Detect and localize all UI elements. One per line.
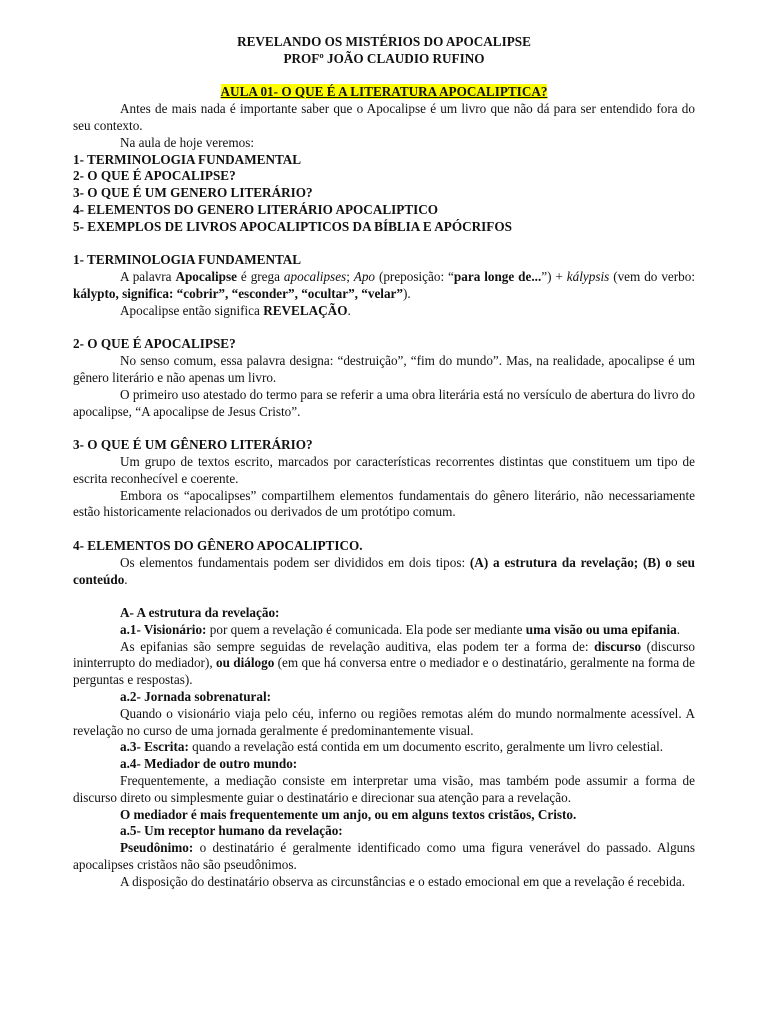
text-run: (em que há conversa entre o mediador e o destinatário, geralmente na forma de perguntas e respostas). — [73, 655, 695, 688]
text-run: A palavra — [120, 269, 176, 285]
item-a3 — [73, 739, 695, 756]
section-1-heading: 1- TERMINOLOGIA FUNDAMENTAL — [73, 252, 302, 268]
section-4-paragraph — [73, 555, 695, 589]
document-author: PROFº JOÃO CLAUDIO RUFINO — [283, 50, 485, 66]
bold-run: uma visão ou uma epifania — [525, 621, 677, 637]
term-revelacao: REVELAÇÃO — [263, 302, 348, 318]
section-2-heading: 2- O QUE É APOCALIPSE? — [73, 336, 236, 352]
item-a4-text: Frequentemente, a mediação consiste em interpretar uma visão, mas também pode assumir a forma de discurso direto ou simplesmente guiar o destinatário e direcionar sua atenção para a revelação. — [73, 773, 695, 805]
term-apocalipses: apocalipses — [283, 269, 347, 285]
text-run: Apocalipse então significa — [120, 302, 264, 318]
text-run: ). — [403, 285, 411, 301]
text-run: por quem a revelação é comunicada. Ela pode ser mediante — [206, 621, 526, 637]
document-title: REVELANDO OS MISTÉRIOS DO APOCALIPSE — [237, 34, 531, 49]
bold-run: ou diálogo — [215, 655, 275, 671]
text-run: (vem do verbo: — [609, 269, 696, 285]
text-run: ”) + — [541, 269, 567, 285]
subsection-a-heading: A- A estrutura da revelação: — [120, 605, 280, 621]
bold-run: discurso — [594, 638, 642, 654]
item-a1-label: a.1- Visionário: — [120, 621, 207, 637]
section-4-heading: 4- ELEMENTOS DO GÊNERO APOCALIPTICO. — [73, 537, 363, 553]
lesson-title — [73, 84, 695, 101]
item-a4-label: a.4- Mediador de outro mundo: — [120, 756, 298, 772]
item-a5-text — [73, 840, 695, 874]
item-a2-text: Quando o visionário viaja pelo céu, inferno ou regiões remotas além do mundo normalmente acessível. A revelação no curso de uma jornada geralmente é predominantemente visual. — [73, 705, 695, 738]
section-2-paragraph-2: O primeiro uso atestado do termo para se referir a uma obra literária está no versículo de abertura do livro do apocalipse, “A apocalipse de Jesus Cristo”. — [73, 386, 695, 419]
term-apocalipse: Apocalipse — [175, 269, 237, 285]
item-a5-paragraph-2: A disposição do destinatário observa as circunstâncias e o estado emocional em que a revelação é recebida. — [120, 873, 686, 889]
text-run: . — [676, 621, 680, 637]
text-run: . — [124, 571, 128, 587]
intro-lead: Na aula de hoje veremos: — [120, 134, 255, 150]
epiphany-paragraph — [73, 639, 695, 689]
text-run: é grega — [237, 269, 284, 285]
text-run: quando a revelação está contida em um documento escrito, geralmente um livro celestial. — [188, 739, 664, 755]
text-run: Os elementos fundamentais podem ser divididos em dois tipos: — [120, 554, 470, 570]
document-page — [73, 34, 695, 891]
term-kalypsis: kálypsis — [566, 269, 610, 285]
text-run: . — [347, 302, 351, 318]
topic-item-4: 4- ELEMENTOS DO GENERO LITERÁRIO APOCALIPTICO — [73, 201, 439, 217]
lesson-title-text: AULA 01- O QUE É A LITERATURA APOCALIPTICA? — [220, 84, 548, 100]
text-run: (preposição: “ — [375, 269, 454, 285]
topic-item-1: 1- TERMINOLOGIA FUNDAMENTAL — [73, 151, 302, 167]
item-a1 — [73, 622, 695, 639]
item-a3-label: a.3- Escrita: — [120, 739, 189, 755]
term-para-longe-de: para longe de... — [453, 269, 542, 285]
text-run: As epifanias são sempre seguidas de revelação auditiva, elas podem ter a forma de: — [120, 638, 595, 654]
intro-paragraph: Antes de mais nada é importante saber que o Apocalipse é um livro que não dá para ser entendido fora do seu contexto. — [73, 101, 695, 133]
section-2-paragraph-1: No senso comum, essa palavra designa: “destruição”, “fim do mundo”. Mas, na realidade, apocalipse é um gênero literário e não apenas um livro. — [73, 353, 695, 385]
topic-item-3: 3- O QUE É UM GENERO LITERÁRIO? — [73, 185, 313, 201]
section-3-heading: 3- O QUE É UM GÊNERO LITERÁRIO? — [73, 437, 313, 453]
section-3-paragraph-2: Embora os “apocalipses” compartilhem elementos fundamentais do gênero literário, não necessariamente estão historicamente relacionados ou derivados de um protótipo comum. — [73, 487, 695, 520]
item-a4-emphasis: O mediador é mais frequentemente um anjo, ou em alguns textos cristãos, Cristo. — [120, 806, 577, 822]
bold-run: Pseudônimo: — [120, 840, 194, 856]
topic-item-5: 5- EXEMPLOS DE LIVROS APOCALIPTICOS DA BÍBLIA E APÓCRIFOS — [73, 218, 512, 234]
section-1-conclusion — [73, 303, 695, 320]
item-a2-label: a.2- Jornada sobrenatural: — [120, 689, 272, 705]
text-run: o destinatário é geralmente identificado como uma figura venerável do passado. Alguns apocalipses cristãos não são pseudônimos. — [73, 840, 695, 873]
term-kalypto: kálypto, significa: “cobrir”, “esconder”, “ocultar”, “velar” — [73, 285, 404, 301]
section-1-paragraph — [73, 269, 695, 303]
text-run: ; — [346, 269, 354, 285]
section-3-paragraph-1: Um grupo de textos escrito, marcados por características recorrentes distintas que constituem um tipo de escrita reconhecível e coerente. — [73, 453, 695, 486]
term-apo: Apo — [353, 269, 376, 285]
bold-run: (A) a estrutura da revelação; (B) o seu conteúdo — [73, 554, 695, 587]
topic-item-2: 2- O QUE É APOCALIPSE? — [73, 168, 236, 184]
text-run: (discurso ininterrupto do mediador), — [73, 638, 695, 671]
item-a5-label: a.5- Um receptor humano da revelação: — [120, 823, 343, 839]
